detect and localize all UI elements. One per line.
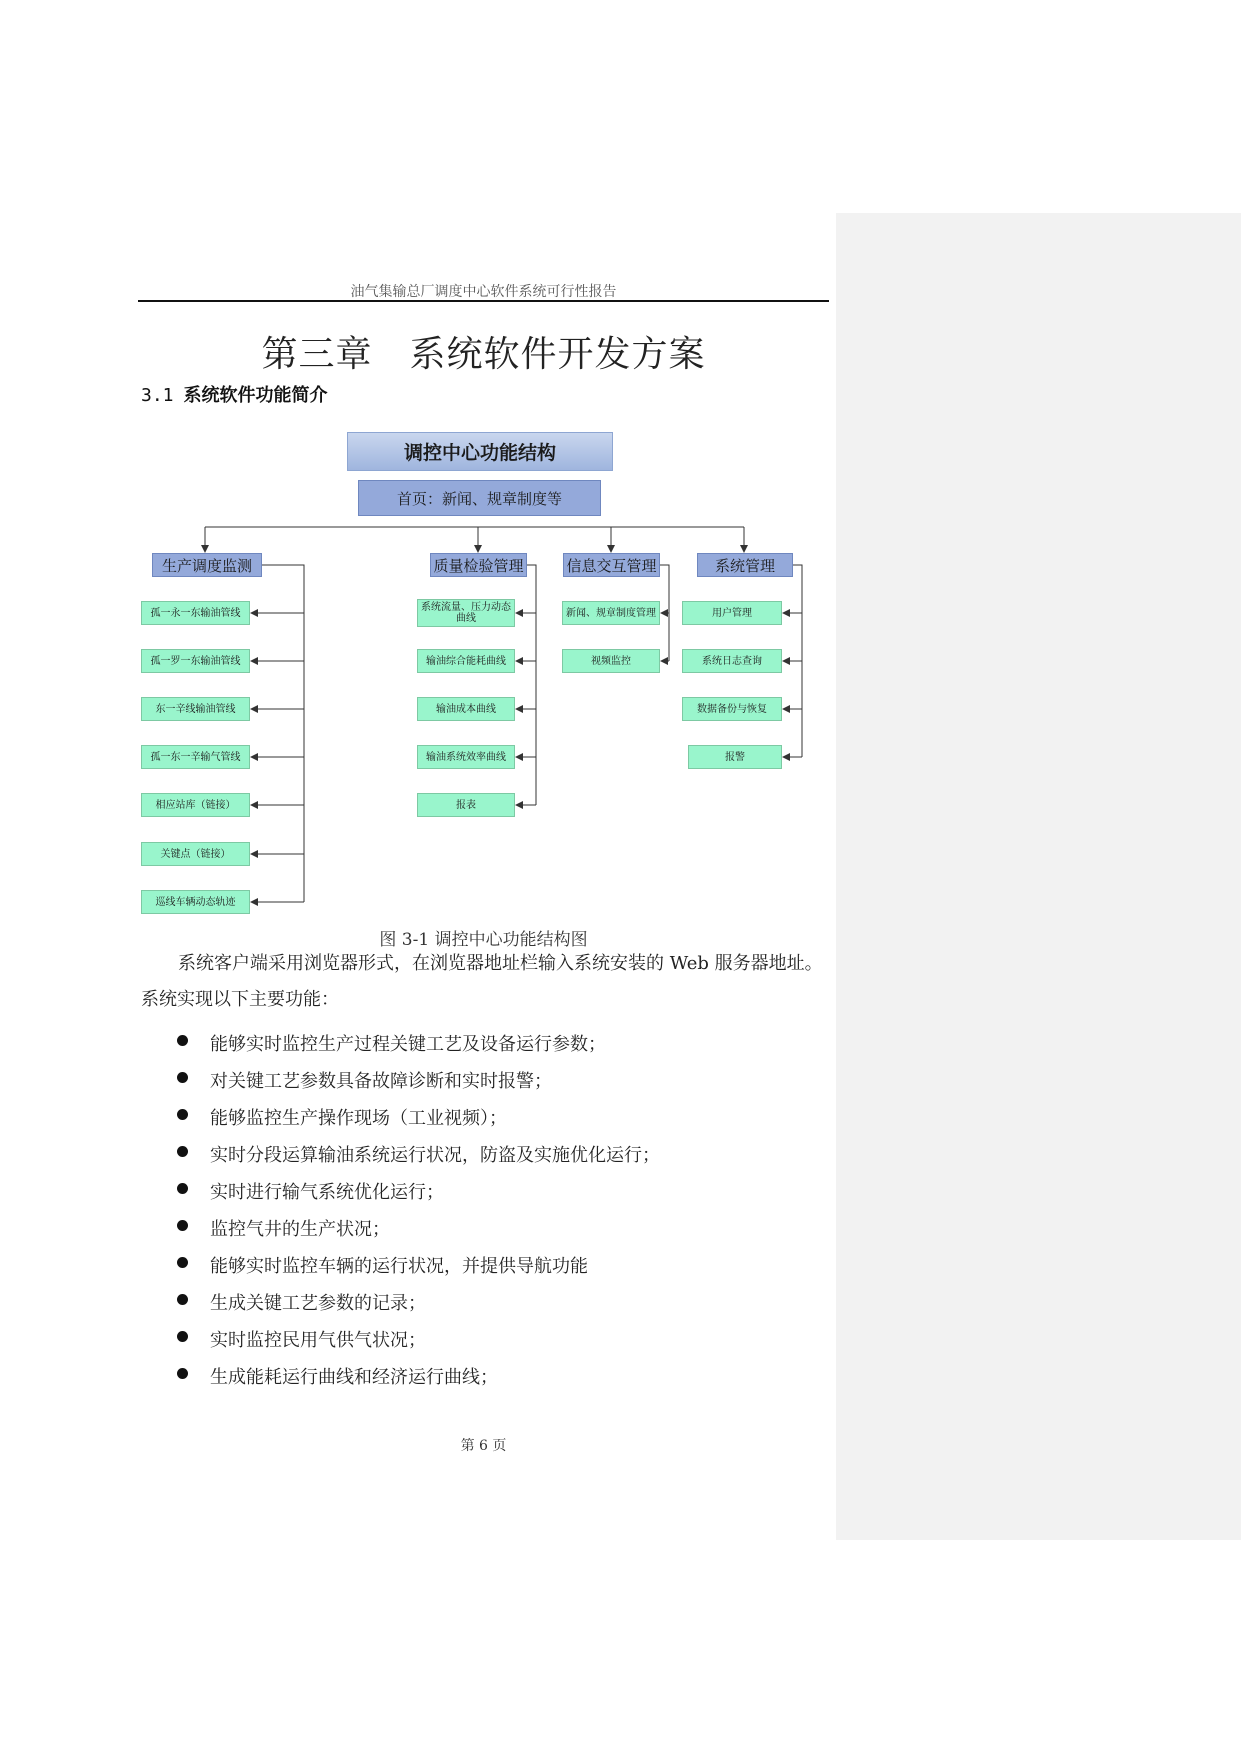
category-system: 系统管理 <box>697 553 793 577</box>
leaf-production-7: 巡线车辆动态轨迹 <box>141 890 250 914</box>
leaf-production-6: 关键点（链接） <box>141 842 250 866</box>
diagram-title-box: 调控中心功能结构 <box>347 432 613 471</box>
list-item: 能够实时监控车辆的运行状况，并提供导航功能 <box>175 1252 660 1289</box>
bullet-dot <box>177 1035 188 1046</box>
bullet-dot <box>177 1109 188 1120</box>
bullet-dot <box>177 1257 188 1268</box>
page-number: 第 6 页 <box>460 1438 507 1454</box>
intro-paragraph-line2: 系统实现以下主要功能： <box>141 989 339 1010</box>
leaf-system-2: 系统日志查询 <box>682 649 782 673</box>
bullet-dot <box>177 1183 188 1194</box>
leaf-system-1: 用户管理 <box>682 601 782 625</box>
bullet-dot <box>177 1220 188 1231</box>
list-item: 生成能耗运行曲线和经济运行曲线； <box>175 1363 660 1400</box>
bullet-dot <box>177 1331 188 1342</box>
leaf-production-2: 孤一罗一东输油管线 <box>141 649 250 673</box>
running-header: 油气集输总厂调度中心软件系统可行性报告 <box>350 284 617 300</box>
bullet-dot <box>177 1146 188 1157</box>
list-item: 生成关键工艺参数的记录； <box>175 1289 660 1326</box>
production-bracket <box>262 565 304 902</box>
leaf-production-3: 东一辛线输油管线 <box>141 697 250 721</box>
leaf-production-1: 孤一永一东输油管线 <box>141 601 250 625</box>
list-item: 能够监控生产操作现场（工业视频）； <box>175 1104 660 1141</box>
list-item: 能够实时监控生产过程关键工艺及设备运行参数； <box>175 1030 660 1067</box>
leaf-system-4: 报警 <box>688 745 782 769</box>
leaf-quality-3: 输油成本曲线 <box>417 697 515 721</box>
leaf-quality-5: 报表 <box>417 793 515 817</box>
leaf-info-1: 新闻、规章制度管理 <box>562 601 660 625</box>
section-number: 3.1 <box>141 385 174 406</box>
category-production: 生产调度监测 <box>152 553 262 577</box>
section-title: 系统软件功能简介 <box>183 385 328 406</box>
function-bullet-list <box>175 1030 660 1400</box>
bullet-dot <box>177 1072 188 1083</box>
category-quality: 质量检验管理 <box>430 553 527 577</box>
leaf-quality-2: 输油综合能耗曲线 <box>417 649 515 673</box>
bullet-dot <box>177 1368 188 1379</box>
list-item: 实时分段运算输油系统运行状况，防盗及实施优化运行； <box>175 1141 660 1178</box>
list-item: 实时监控民用气供气状况； <box>175 1326 660 1363</box>
leaf-info-2: 视频监控 <box>562 649 660 673</box>
leaf-system-3: 数据备份与恢复 <box>682 697 782 721</box>
list-item: 监控气井的生产状况； <box>175 1215 660 1252</box>
figure-caption: 图 3-1 调控中心功能结构图 <box>379 930 588 950</box>
list-item: 对关键工艺参数具备故障诊断和实时报警； <box>175 1067 660 1104</box>
leaf-production-5: 相应站库（链接） <box>141 793 250 817</box>
bullet-dot <box>177 1294 188 1305</box>
leaf-production-4: 孤一东一辛输气管线 <box>141 745 250 769</box>
category-info: 信息交互管理 <box>563 553 660 577</box>
chapter-title: 第三章 系统软件开发方案 <box>261 334 706 375</box>
leaf-quality-4: 输油系统效率曲线 <box>417 745 515 769</box>
list-item: 实时进行输气系统优化运行； <box>175 1178 660 1215</box>
intro-paragraph-line1: 系统客户端采用浏览器形式，在浏览器地址栏输入系统安装的 Web 服务器地址。 <box>178 953 823 974</box>
leaf-quality-1: 系统流量、压力动态曲线 <box>417 599 515 627</box>
quality-bracket <box>527 565 536 805</box>
home-node: 首页：新闻、规章制度等 <box>358 480 601 516</box>
